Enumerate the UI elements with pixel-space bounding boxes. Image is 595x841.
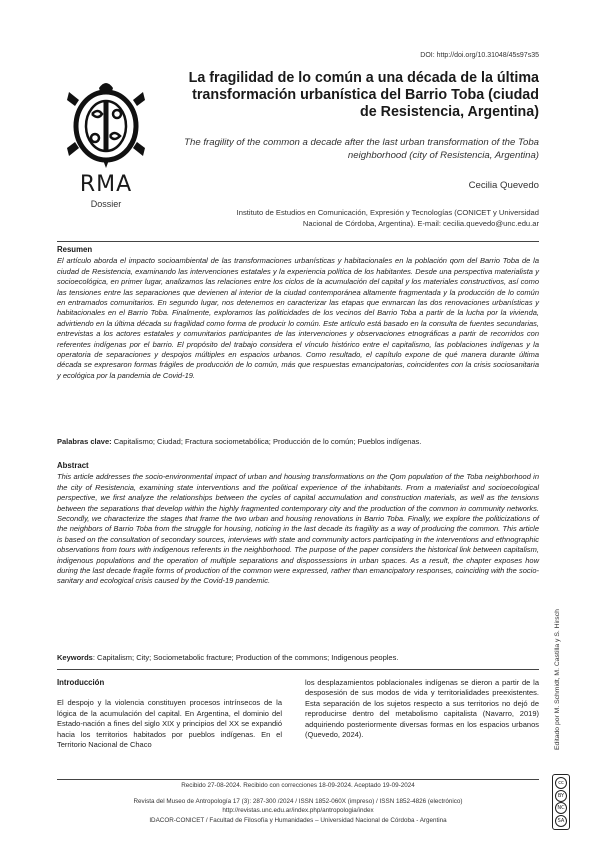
abstract-section: [57, 461, 539, 587]
divider: [57, 779, 539, 780]
doi-link[interactable]: DOI: http://doi.org/10.31048/45s97s35: [420, 52, 539, 59]
abstract-heading: Abstract: [57, 461, 89, 470]
palabras-clave-text: Capitalismo; Ciudad; Fractura sociometabólica; Producción de lo común; Pueblos indígenas.: [111, 437, 422, 446]
abstract-body: This article addresses the socio-environmental impact of urban and housing transformations on the Qom population of the Toba neighborhood in the city of Resistencia, examining state interventions and the political experience of the inhabitants. From a materialist and socioecological perspective, we first analyze the relationships between the cycles of capital accumulation and construction materials, as well as the tensions between the separations that develop within the highly fragmented contemporary city and the production of the common in community networks. Secondly, we characterize the stages that frame the two urban and housing renovations in Barrio Toba. Finally, we explore the politicizations of the neighbors of Barrio Toba from the struggle for housing, noticing in the last decade its fragility as a way of producing the common. This article is based on the consultation of secondary sources, interviews with state and community actors participating in the interventions and ethnographic observations from tours with indigenous referents in the neighborhood. The purpose of the paper considers the historical link between capitalism, indigenous populations and the operation of multiple separations and dispossessions in urban spaces. As a result, the chapter exposes how during the last decade fragile forms of production of the common were expressed, rather than emancipatory responses, coinciding with the socio-sanitary and ecological crisis caused by the Covid-19 pandemic.: [57, 472, 539, 586]
article-subtitle: The fragility of the common a decade after the last urban transformation of the Toba neighborhood (city of Resistencia, Argentina): [184, 137, 539, 161]
by-icon: BY: [555, 790, 567, 802]
keywords-label: Keywords: [57, 653, 93, 662]
keywords-text: : Capitalism; City; Sociometabolic fracture; Production of the commons; Indigenous peoples.: [92, 653, 399, 662]
journal-citation: Revista del Museo de Antropología 17 (3): 287-300 /2024 / ISSN 1852-060X (impreso) / ISSN 1852-4826 (electrónico): [133, 798, 463, 805]
article-title: La fragilidad de lo común a una década de la última transformación urbanística del Barrio Toba (ciudad de Resistencia, Argentina): [188, 70, 539, 120]
intro-left-column: [57, 678, 282, 750]
resumen-body: El artículo aborda el impacto socioambiental de las transformaciones urbanísticas y habitacionales en la población qom del Barrio Toba de la ciudad de Resistencia, examinando las intervenciones estatales y la experiencia política de los habitantes. Desde una perspectiva materialista y socioecológica, en primer lugar, analizamos las relaciones entre los ciclos de la acumulación del capital y los materiales constructivos, así como las tensiones entre las separaciones que devienen al interior de la ciudad contemporánea altamente fragmentada y la producción de lo común en entramados comunitarios. En segundo lugar, nos detenemos en caracterizar las etapas que enmarcan las dos renovaciones urbanísticas y habitacionales en el Barrio Toba. Finalmente, exploramos las politicidades de los vecinos del Barrio Toba a partir de la lucha por la vivienda, advirtiendo en la última década su fragilidad como forma de producir lo común. Este artículo está basado en la consulta de fuentes secundarias, entrevistas a los actores estatales y comunitarios participantes de las intervenciones y observaciones etnográficas a partir de recorridos con referentes indígenas por el barrio. El propósito del trabajo considera el vínculo histórico entre el capitalismo, las poblaciones indígenas y la operatoria de separaciones y despojos múltiples en espacios urbanos. Como resultado, el capítulo expone de qué manera durante última década se expresaron formas frágiles de producción de lo común, más que respuestas emancipatorias, coincidentes con la crisis sociosanitaria y ecológica por la pandemia de Covid-19.: [57, 256, 539, 380]
palabras-clave-label: Palabras clave:: [57, 437, 112, 446]
resumen-section: [57, 245, 539, 381]
palabras-clave: [57, 437, 539, 447]
intro-heading: Introducción: [57, 678, 105, 687]
keywords: [57, 653, 539, 663]
author-affiliation: Instituto de Estudios en Comunicación, Expresión y Tecnologías (CONICET y Universidad Nacional de Córdoba, Argentina). E-mail: cecilia.quevedo@unc.edu.ar: [236, 208, 539, 228]
resumen-heading: Resumen: [57, 245, 93, 254]
journal-url[interactable]: http://revistas.unc.edu.ar/index.php/antropologia/index: [222, 807, 374, 814]
received-dates: Recibido 27-08-2024. Recibido con correcciones 18-09-2024. Aceptado 19-09-2024: [181, 782, 415, 789]
cc-icon: cc: [555, 777, 567, 789]
nc-icon: NC: [555, 802, 567, 814]
intro-right-text: los desplazamientos poblacionales indígenas se dieron a partir de la desposesión de sus modos de vida y territorialidades preexistentes. Esta separación de los sujetos respecto a sus territorios no dejó de reproducirse dentro del metabolismo capitalista (Navarro, 2019) adquiriendo posteriormente diversas formas en los espacios urbanos (Quevedo, 2024).: [305, 678, 539, 740]
intro-right-column: [305, 678, 539, 740]
divider: [57, 241, 539, 242]
sa-icon: SA: [555, 815, 567, 827]
journal-logo-name: RMA: [79, 172, 133, 197]
divider: [57, 669, 539, 670]
cc-license-badge[interactable]: [552, 774, 570, 830]
section-label: Dossier: [90, 199, 122, 209]
turtle-logo-icon: [65, 78, 147, 170]
intro-left-text: El despojo y la violencia constituyen procesos intrínsecos de la lógica de la acumulación del capital. En Argentina, el dominio del Estado-nación a fines del siglo XIX y principios del XX se expandió hacia los territorios habitados por pueblos indígenas. En el Territorio Nacional de Chaco: [57, 698, 282, 750]
author-name: Cecilia Quevedo: [468, 180, 539, 191]
editor-credit: Editado por M. Schmidt, M. Castilla y S. Hirsch: [554, 609, 561, 750]
institution: IDACOR-CONICET / Facultad de Filosofía y Humanidades – Universidad Nacional de Córdoba - Argentina: [149, 817, 447, 824]
